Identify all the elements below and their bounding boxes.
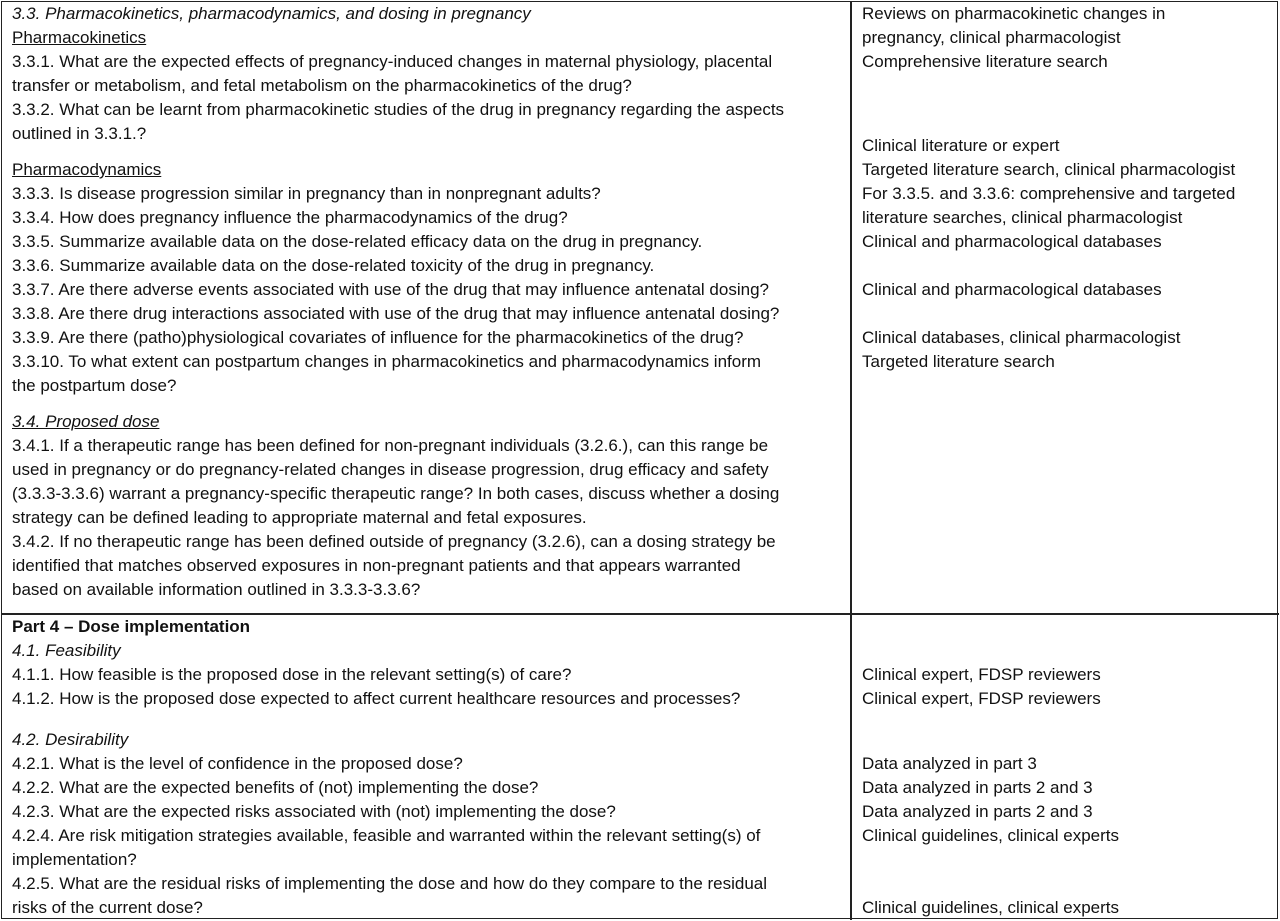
source-3-3-2: Comprehensive literature search bbox=[862, 52, 1108, 71]
question-4-2-5: 4.2.5. What are the residual risks of implementing the dose and how do they compare to the residual bbox=[12, 874, 768, 893]
source-3-3-5-6: For 3.3.5. and 3.3.6: comprehensive and targeted bbox=[862, 184, 1236, 203]
question-4-2-1: 4.2.1. What is the level of confidence in the proposed dose? bbox=[12, 754, 463, 773]
source-3-3-1-cont: pregnancy, clinical pharmacologist bbox=[862, 28, 1121, 47]
source-3-3-1: Reviews on pharmacokinetic changes in bbox=[862, 4, 1166, 23]
source-4-1-2: Clinical expert, FDSP reviewers bbox=[862, 689, 1101, 708]
part-4-heading: Part 4 – Dose implementation bbox=[12, 617, 251, 636]
source-4-2-2: Data analyzed in parts 2 and 3 bbox=[862, 778, 1093, 797]
source-4-2-1: Data analyzed in part 3 bbox=[862, 754, 1037, 773]
source-3-3-8: Clinical and pharmacological databases bbox=[862, 280, 1162, 299]
question-3-3-6: 3.3.6. Summarize available data on the dose-related toxicity of the drug in pregnancy. bbox=[12, 256, 655, 275]
source-3-3-4: Targeted literature search, clinical pharmacologist bbox=[862, 160, 1236, 179]
source-4-2-3: Data analyzed in parts 2 and 3 bbox=[862, 802, 1093, 821]
section-3-4-heading: 3.4. Proposed dose bbox=[12, 412, 160, 431]
source-4-1-1: Clinical expert, FDSP reviewers bbox=[862, 665, 1101, 684]
source-3-3-7: Clinical and pharmacological databases bbox=[862, 232, 1162, 251]
question-3-3-1-cont: transfer or metabolism, and fetal metabolism on the pharmacokinetics of the drug? bbox=[12, 76, 632, 95]
question-4-2-4: 4.2.4. Are risk mitigation strategies available, feasible and warranted within the relevant setting(s) of bbox=[12, 826, 761, 845]
section-3-3-heading: 3.3. Pharmacokinetics, pharmacodynamics, and dosing in pregnancy bbox=[12, 4, 531, 23]
question-3-4-1: 3.4.1. If a therapeutic range has been defined for non-pregnant individuals (3.2.6.), can this range be bbox=[12, 436, 769, 455]
section-4-1-heading: 4.1. Feasibility bbox=[12, 641, 121, 660]
question-3-4-1-cont: strategy can be defined leading to appropriate maternal and fetal exposures. bbox=[12, 508, 587, 527]
question-3-3-3: 3.3.3. Is disease progression similar in pregnancy than in nonpregnant adults? bbox=[12, 184, 601, 203]
question-3-3-10: 3.3.10. To what extent can postpartum changes in pharmacokinetics and pharmacodynamics inform bbox=[12, 352, 762, 371]
source-4-2-5: Clinical guidelines, clinical experts bbox=[862, 898, 1120, 917]
question-3-3-7: 3.3.7. Are there adverse events associated with use of the drug that may influence antenatal dosing? bbox=[12, 280, 769, 299]
question-4-2-2: 4.2.2. What are the expected benefits of (not) implementing the dose? bbox=[12, 778, 539, 797]
question-3-3-9: 3.3.9. Are there (patho)physiological covariates of influence for the pharmacokinetics of the drug? bbox=[12, 328, 744, 347]
question-3-3-4: 3.3.4. How does pregnancy influence the pharmacodynamics of the drug? bbox=[12, 208, 568, 227]
question-3-3-5: 3.3.5. Summarize available data on the dose-related efficacy data on the drug in pregnancy. bbox=[12, 232, 703, 251]
question-3-4-2-cont: based on available information outlined in 3.3.3-3.3.6? bbox=[12, 580, 421, 599]
question-3-4-2: 3.4.2. If no therapeutic range has been defined outside of pregnancy (3.2.6), can a dosing strategy be bbox=[12, 532, 776, 551]
question-3-3-1: 3.3.1. What are the expected effects of pregnancy-induced changes in maternal physiology, placental bbox=[12, 52, 773, 71]
question-4-1-2: 4.1.2. How is the proposed dose expected to affect current healthcare resources and processes? bbox=[12, 689, 741, 708]
pharmacodynamics-label: Pharmacodynamics bbox=[12, 160, 162, 179]
column-divider bbox=[850, 1, 852, 920]
question-4-2-4-cont: implementation? bbox=[12, 850, 137, 869]
question-3-3-10-cont: the postpartum dose? bbox=[12, 376, 177, 395]
source-3-3-3: Clinical literature or expert bbox=[862, 136, 1060, 155]
source-3-3-9: Clinical databases, clinical pharmacologist bbox=[862, 328, 1181, 347]
question-3-3-8: 3.3.8. Are there drug interactions associated with use of the drug that may influence antenatal dosing? bbox=[12, 304, 780, 323]
question-3-3-2-cont: outlined in 3.3.1.? bbox=[12, 124, 147, 143]
question-4-2-5-cont: risks of the current dose? bbox=[12, 898, 203, 917]
question-3-4-2-cont: identified that matches observed exposures in non-pregnant patients and that appears warranted bbox=[12, 556, 741, 575]
question-3-4-1-cont: used in pregnancy or do pregnancy-related changes in disease progression, drug efficacy and safety bbox=[12, 460, 769, 479]
question-4-2-3: 4.2.3. What are the expected risks associated with (not) implementing the dose? bbox=[12, 802, 616, 821]
question-4-1-1: 4.1.1. How feasible is the proposed dose in the relevant setting(s) of care? bbox=[12, 665, 572, 684]
section-4-2-heading: 4.2. Desirability bbox=[12, 730, 129, 749]
source-3-3-5-6-cont: literature searches, clinical pharmacologist bbox=[862, 208, 1183, 227]
question-3-4-1-cont: (3.3.3-3.3.6) warrant a pregnancy-specific therapeutic range? In both cases, discuss whether a dosing bbox=[12, 484, 780, 503]
source-3-3-10: Targeted literature search bbox=[862, 352, 1055, 371]
source-4-2-4: Clinical guidelines, clinical experts bbox=[862, 826, 1120, 845]
pharmacokinetics-label: Pharmacokinetics bbox=[12, 28, 147, 47]
question-3-3-2: 3.3.2. What can be learnt from pharmacokinetic studies of the drug in pregnancy regarding the aspects bbox=[12, 100, 785, 119]
